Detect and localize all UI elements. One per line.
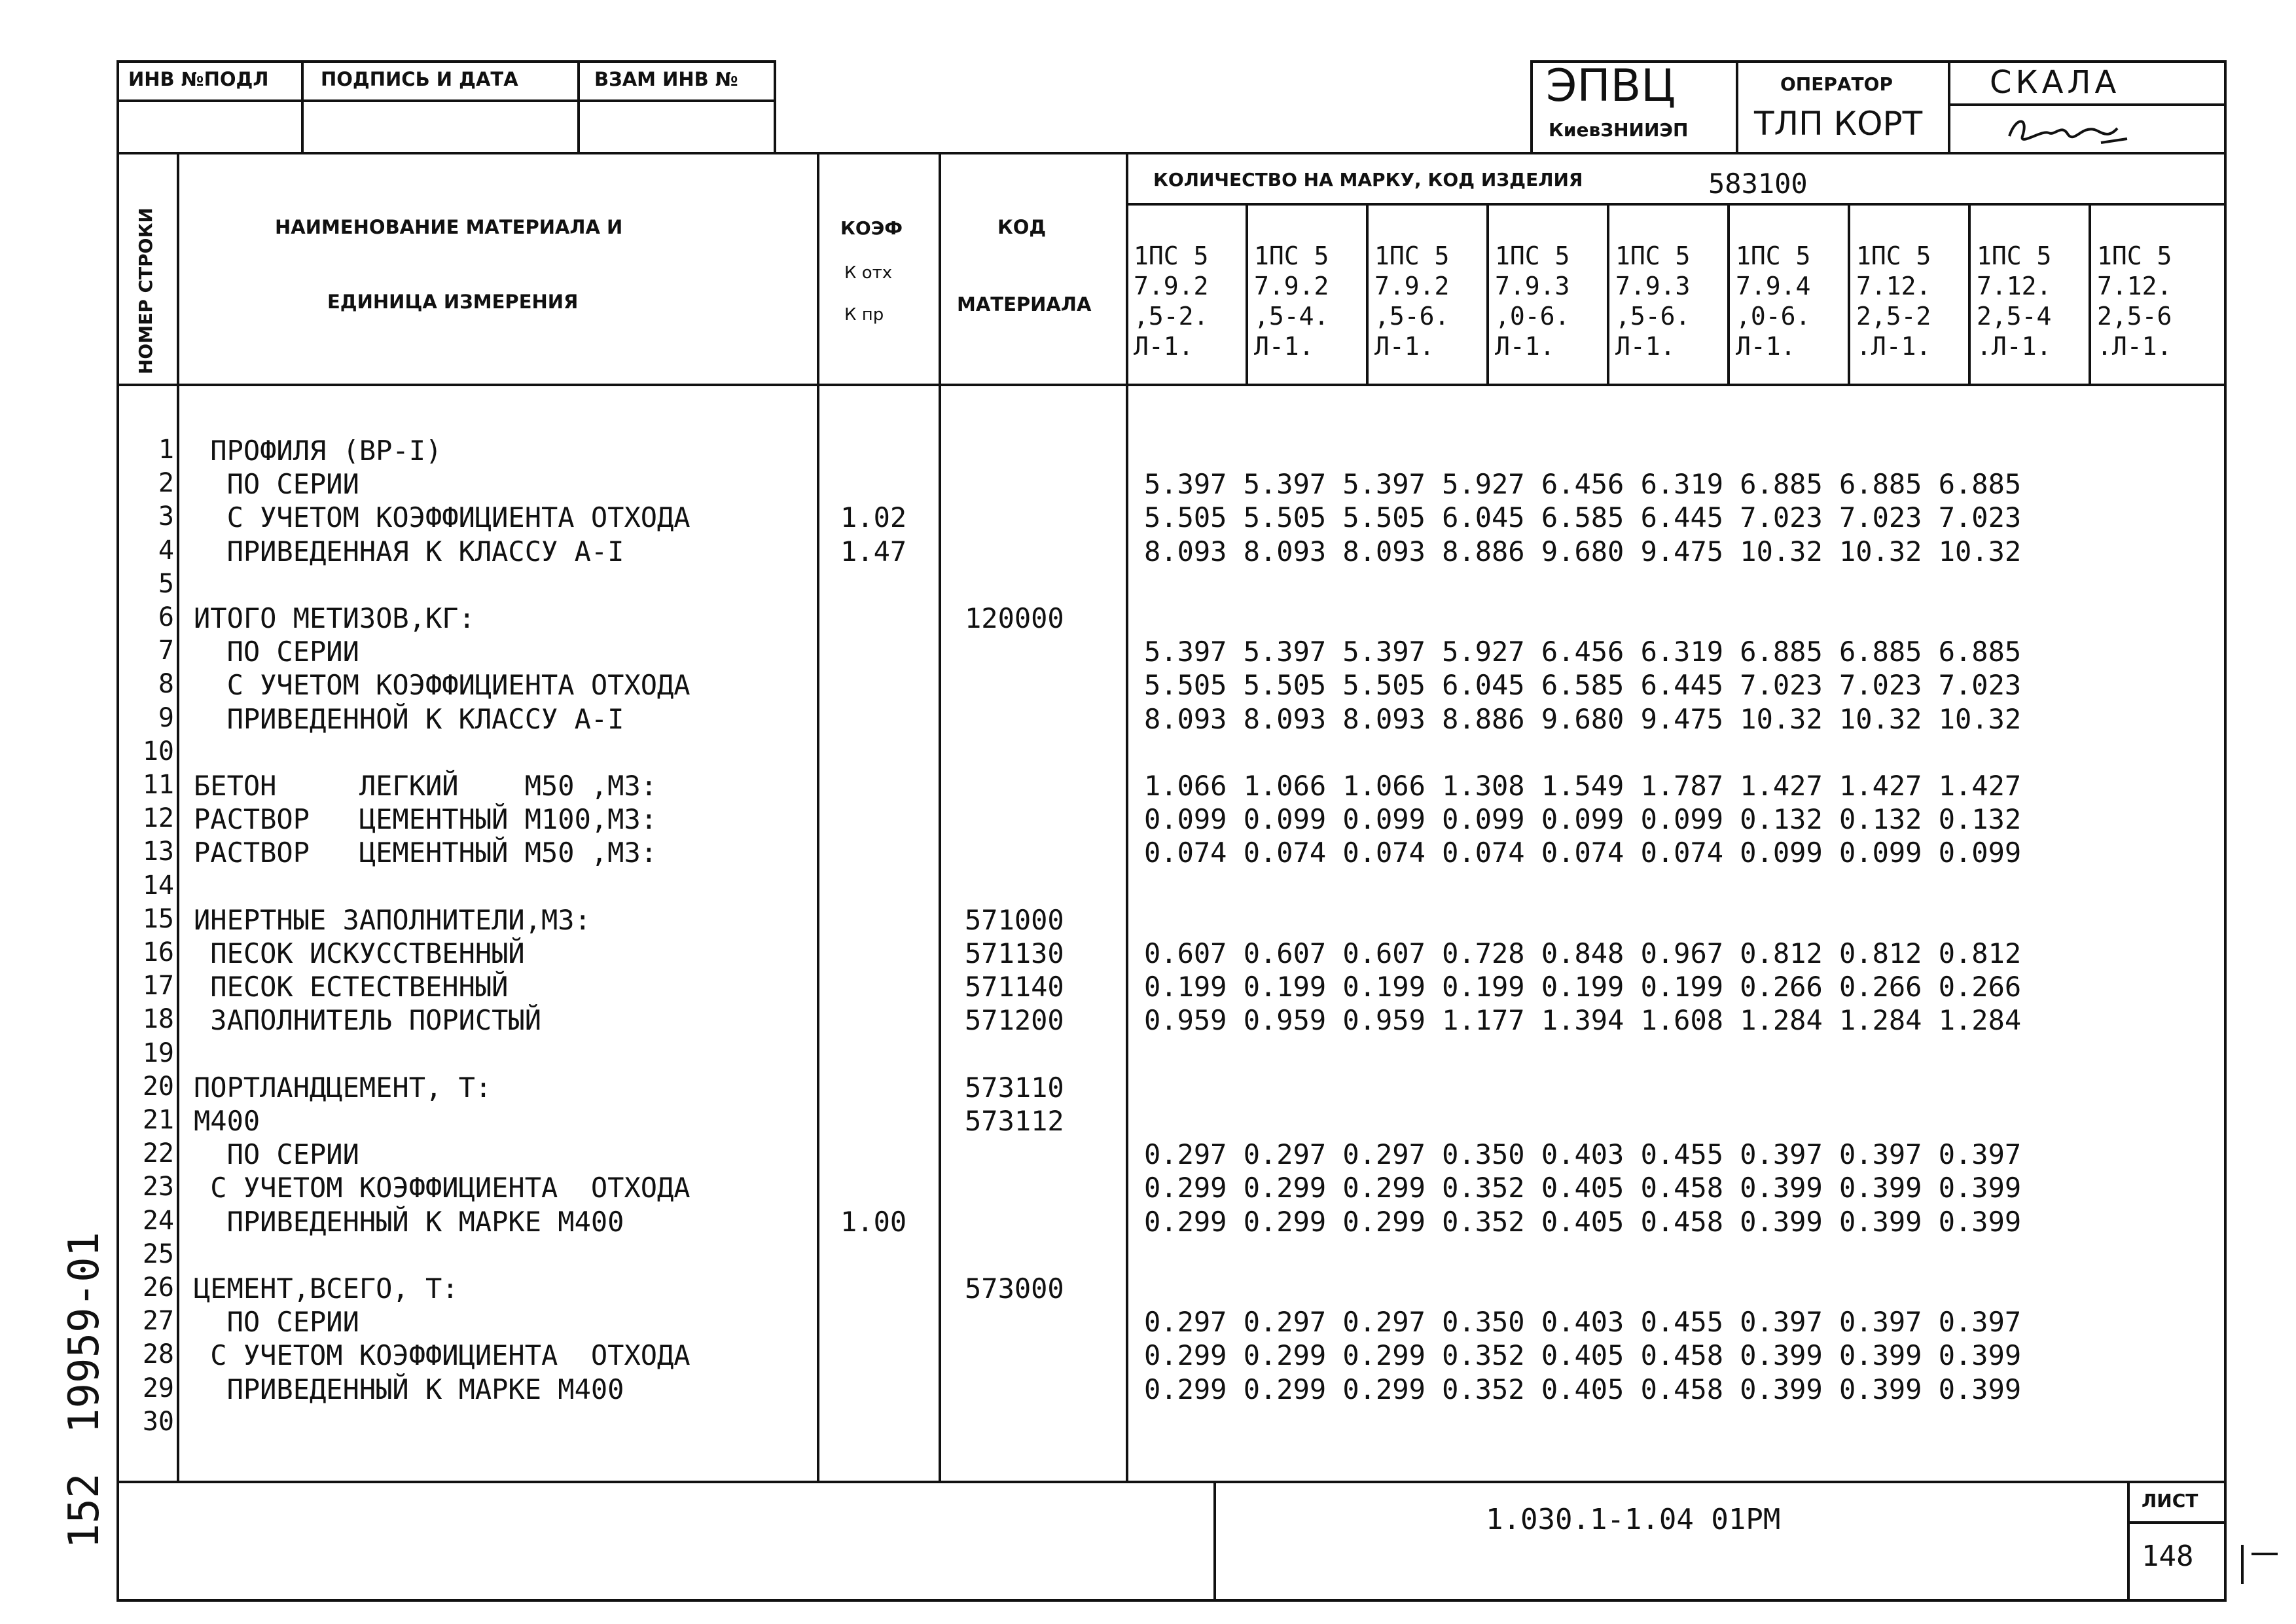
row-number: 3 (158, 501, 174, 532)
row-material-name: ПРИВЕДЕННЫЙ К МАРКЕ М400 (194, 1373, 624, 1405)
row-values: 5.505 5.505 5.505 6.045 6.585 6.445 7.023 7.023 7.023 (1144, 669, 2022, 701)
org-subtitle: КиевЗНИИЭП (1549, 119, 1689, 141)
row-number: 30 (142, 1407, 174, 1437)
header-coef: КОЭФ (840, 217, 903, 239)
operator-signature (2003, 110, 2134, 152)
row-number: 28 (142, 1339, 174, 1369)
row-number: 18 (142, 1004, 174, 1034)
operator-label: ОПЕРАТОР (1780, 73, 1893, 95)
row-material-name: ЗАПОЛНИТЕЛЬ ПОРИСТЫЙ (194, 1004, 542, 1036)
row-coefficient: 1.47 (840, 535, 907, 568)
column-header: 1ПС 5 7.9.4 ,0-6. Л-1. (1736, 242, 1811, 361)
sheet-label: ЛИСТ (2142, 1490, 2198, 1511)
row-number: 15 (142, 904, 174, 934)
row-number: 13 (142, 837, 174, 867)
row-number: 14 (142, 871, 174, 901)
row-material-code: 571000 (965, 904, 1064, 936)
row-material-name: ПРИВЕДЕННАЯ К КЛАССУ А-I (194, 535, 624, 568)
row-values: 8.093 8.093 8.093 8.886 9.680 9.475 10.32 10.32 10.32 (1144, 703, 2022, 735)
row-material-name: ПО СЕРИИ (194, 468, 359, 500)
row-material-code: 571130 (965, 937, 1064, 969)
doc-code: 1.030.1-1.04 01РМ (1486, 1503, 1781, 1536)
row-number: 23 (142, 1172, 174, 1202)
header-material-line2: ЕДИНИЦА ИЗМЕРЕНИЯ (327, 291, 579, 313)
row-values: 5.397 5.397 5.397 5.927 6.456 6.319 6.885 6.885 6.885 (1144, 636, 2022, 668)
header-code-material: МАТЕРИАЛА (957, 293, 1092, 316)
row-values: 5.397 5.397 5.397 5.927 6.456 6.319 6.885 6.885 6.885 (1144, 468, 2022, 500)
row-values: 0.099 0.099 0.099 0.099 0.099 0.099 0.132 0.132 0.132 (1144, 803, 2022, 835)
header-product-code: 583100 (1708, 168, 1808, 200)
row-values: 0.299 0.299 0.299 0.352 0.405 0.458 0.399 0.399 0.399 (1144, 1206, 2022, 1238)
header-coef-pr: К пр (844, 305, 884, 325)
row-material-code: 573000 (965, 1272, 1064, 1305)
row-number: 2 (158, 468, 174, 498)
stamp-inv-podl: ИНВ №ПОДЛ (128, 68, 269, 90)
row-material-name: ПЕСОК ИСКУССТВЕННЫЙ (194, 937, 525, 969)
row-values: 0.297 0.297 0.297 0.350 0.403 0.455 0.397 0.397 0.397 (1144, 1138, 2022, 1170)
row-material-name: ИНЕРТНЫЕ ЗАПОЛНИТЕЛИ,М3: (194, 904, 591, 936)
sheet-number: 148 (2142, 1540, 2194, 1573)
stamp-vzam-inv: ВЗАМ ИНВ № (594, 68, 738, 90)
row-number: 19 (142, 1038, 174, 1068)
row-material-name: М400 (194, 1105, 260, 1137)
row-values: 0.607 0.607 0.607 0.728 0.848 0.967 0.812 0.812 0.812 (1144, 937, 2022, 969)
row-number: 8 (158, 669, 174, 699)
row-material-name: ПО СЕРИИ (194, 636, 359, 668)
header-quantity-label: КОЛИЧЕСТВО НА МАРКУ, КОД ИЗДЕЛИЯ (1153, 169, 1583, 190)
header-row-number: НОМЕР СТРОКИ (135, 208, 156, 374)
stamp-sign-date: ПОДПИСЬ И ДАТА (321, 68, 518, 90)
row-material-name: ПО СЕРИИ (194, 1138, 359, 1170)
column-header: 1ПС 5 7.9.2 ,5-4. Л-1. (1254, 242, 1329, 361)
row-number: 10 (142, 736, 174, 767)
row-values: 0.959 0.959 0.959 1.177 1.394 1.608 1.284 1.284 1.284 (1144, 1004, 2022, 1036)
row-number: 7 (158, 636, 174, 666)
row-values: 0.199 0.199 0.199 0.199 0.199 0.199 0.266 0.266 0.266 (1144, 971, 2022, 1003)
row-number: 16 (142, 937, 174, 967)
operator-value: ТЛП КОРТ (1754, 105, 1923, 143)
row-material-name: ПРИВЕДЕННЫЙ К МАРКЕ М400 (194, 1206, 624, 1238)
row-number: 4 (158, 535, 174, 566)
row-values: 0.074 0.074 0.074 0.074 0.074 0.074 0.099 0.099 0.099 (1144, 837, 2022, 869)
row-number: 20 (142, 1072, 174, 1102)
row-number: 6 (158, 602, 174, 632)
row-number: 29 (142, 1373, 174, 1403)
row-material-name: С УЧЕТОМ КОЭФФИЦИЕНТА ОТХОДА (194, 501, 691, 533)
row-values: 0.299 0.299 0.299 0.352 0.405 0.458 0.399 0.399 0.399 (1144, 1339, 2022, 1371)
row-material-name: С УЧЕТОМ КОЭФФИЦИЕНТА ОТХОДА (194, 1339, 691, 1371)
row-number: 1 (158, 435, 174, 465)
row-coefficient: 1.02 (840, 501, 907, 533)
column-header: 1ПС 5 7.12. 2,5-6 .Л-1. (2097, 242, 2172, 361)
header-coef-otkh: К отх (844, 263, 893, 283)
row-number: 25 (142, 1239, 174, 1269)
row-material-name: С УЧЕТОМ КОЭФФИЦИЕНТА ОТХОДА (194, 669, 691, 701)
row-material-name: ИТОГО МЕТИЗОВ,КГ: (194, 602, 475, 634)
column-header: 1ПС 5 7.9.3 ,0-6. Л-1. (1495, 242, 1570, 361)
archive-number: 19959-01 (60, 1231, 109, 1434)
row-material-name: С УЧЕТОМ КОЭФФИЦИЕНТА ОТХОДА (194, 1172, 691, 1204)
row-material-name: ЦЕМЕНТ,ВСЕГО, Т: (194, 1272, 459, 1305)
row-number: 11 (142, 770, 174, 800)
row-material-name: ПЕСОК ЕСТЕСТВЕННЫЙ (194, 971, 509, 1003)
org-name: ЭПВЦ (1546, 60, 1676, 112)
row-material-name: ПО СЕРИИ (194, 1306, 359, 1338)
row-values: 0.299 0.299 0.299 0.352 0.405 0.458 0.399 0.399 0.399 (1144, 1373, 2022, 1405)
page-number: 152 (60, 1473, 109, 1549)
row-material-name: ПРИВЕДЕННОЙ К КЛАССУ А-I (194, 703, 624, 735)
row-values: 8.093 8.093 8.093 8.886 9.680 9.475 10.32 10.32 10.32 (1144, 535, 2022, 568)
column-header: 1ПС 5 7.9.2 ,5-2. Л-1. (1134, 242, 1209, 361)
header-material-line1: НАИМЕНОВАНИЕ МАТЕРИАЛА И (275, 216, 623, 238)
header-code: КОД (997, 216, 1047, 238)
row-material-code: 573110 (965, 1072, 1064, 1104)
system-name: СКАЛА (1990, 64, 2121, 101)
row-material-code: 571200 (965, 1004, 1064, 1036)
row-values: 0.299 0.299 0.299 0.352 0.405 0.458 0.399 0.399 0.399 (1144, 1172, 2022, 1204)
row-coefficient: 1.00 (840, 1206, 907, 1238)
column-header: 1ПС 5 7.9.2 ,5-6. Л-1. (1374, 242, 1450, 361)
row-material-code: 571140 (965, 971, 1064, 1003)
row-number: 21 (142, 1105, 174, 1135)
row-material-name: ПОРТЛАНДЦЕМЕНТ, Т: (194, 1072, 492, 1104)
row-number: 9 (158, 703, 174, 733)
edge-mark (2251, 1553, 2278, 1555)
row-values: 1.066 1.066 1.066 1.308 1.549 1.787 1.427 1.427 1.427 (1144, 770, 2022, 802)
row-material-code: 120000 (965, 602, 1064, 634)
row-material-name: ПРОФИЛЯ (ВР-I) (194, 435, 442, 467)
column-header: 1ПС 5 7.12. 2,5-4 .Л-1. (1977, 242, 2052, 361)
row-number: 22 (142, 1138, 174, 1168)
column-header: 1ПС 5 7.12. 2,5-2 .Л-1. (1856, 242, 1931, 361)
row-values: 0.297 0.297 0.297 0.350 0.403 0.455 0.397 0.397 0.397 (1144, 1306, 2022, 1338)
edge-mark (2241, 1545, 2244, 1584)
row-number: 17 (142, 971, 174, 1001)
row-number: 5 (158, 569, 174, 599)
row-number: 12 (142, 803, 174, 833)
column-header: 1ПС 5 7.9.3 ,5-6. Л-1. (1615, 242, 1691, 361)
row-material-name: БЕТОН ЛЕГКИЙ М50 ,М3: (194, 770, 658, 802)
row-material-code: 573112 (965, 1105, 1064, 1137)
row-material-name: РАСТВОР ЦЕМЕНТНЫЙ М50 ,М3: (194, 837, 658, 869)
row-material-name: РАСТВОР ЦЕМЕНТНЫЙ М100,М3: (194, 803, 658, 835)
row-values: 5.505 5.505 5.505 6.045 6.585 6.445 7.023 7.023 7.023 (1144, 501, 2022, 533)
row-number: 24 (142, 1206, 174, 1236)
row-number: 26 (142, 1272, 174, 1303)
row-number: 27 (142, 1306, 174, 1336)
